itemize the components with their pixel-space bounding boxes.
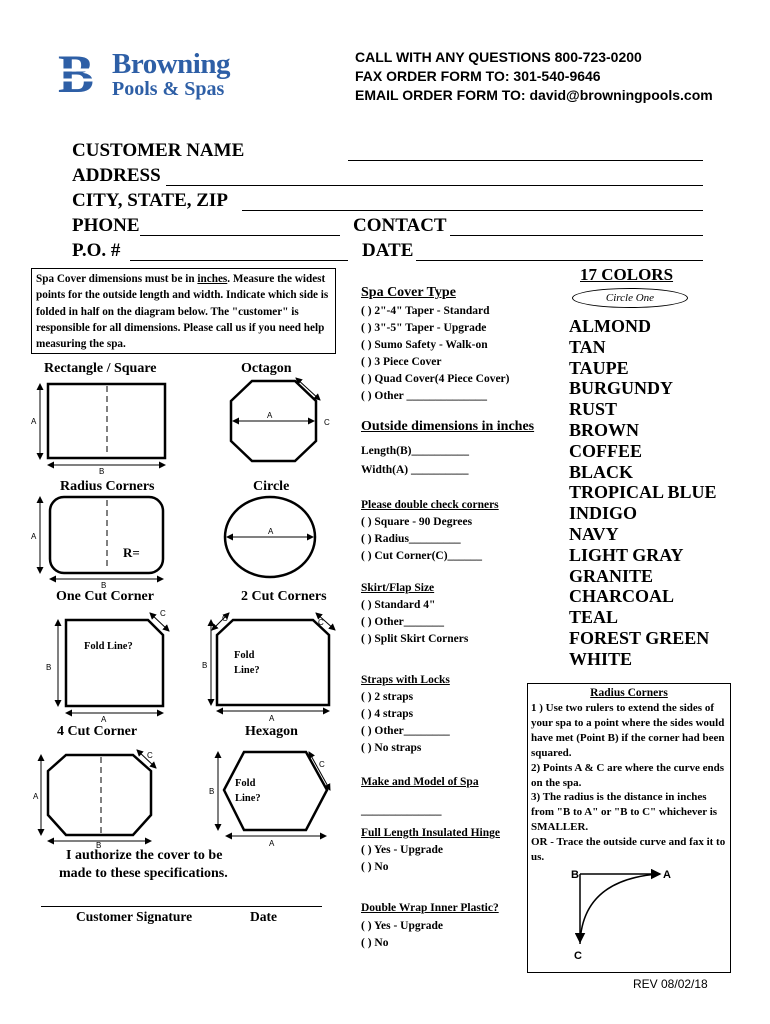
- inner-plastic-option[interactable]: ( ) No: [361, 937, 389, 949]
- color-option[interactable]: FOREST GREEN: [569, 627, 710, 648]
- color-option[interactable]: LIGHT GRAY: [569, 544, 684, 565]
- signature-line[interactable]: [41, 906, 322, 907]
- one-cut-title: One Cut Corner: [56, 589, 154, 604]
- four-c-label: C: [147, 751, 153, 760]
- straps-option[interactable]: ( ) No straps: [361, 742, 422, 754]
- rectangle-title: Rectangle / Square: [44, 361, 157, 376]
- radius-info-step: 2) Points A & C are where the curve ends on the spa.: [531, 761, 724, 789]
- octagon-c-arrow: [296, 378, 320, 400]
- corners-options: [361, 514, 482, 565]
- hex-fold-label-2: Line?: [235, 793, 261, 804]
- skirt-option[interactable]: ( ) Standard 4": [361, 599, 436, 611]
- spa-cover-type-options: [361, 303, 510, 405]
- four-a-label: A: [33, 792, 39, 801]
- logo-subname: Pools & Spas: [112, 78, 225, 100]
- color-option[interactable]: TAN: [569, 336, 606, 357]
- rad-a-label: A: [31, 532, 37, 541]
- skirt-title: Skirt/Flap Size: [361, 582, 435, 594]
- spa-cover-option[interactable]: ( ) Other ______________: [361, 390, 487, 402]
- date-field[interactable]: [416, 260, 703, 261]
- hex-fold-label-1: Fold: [235, 778, 256, 789]
- color-option[interactable]: GRANITE: [569, 565, 654, 586]
- octagon-title: Octagon: [241, 361, 292, 376]
- date-label: DATE: [362, 240, 414, 261]
- radius-info-title: Radius Corners: [590, 687, 668, 699]
- radius-title: Radius Corners: [60, 479, 155, 494]
- skirt-option[interactable]: ( ) Split Skirt Corners: [361, 633, 469, 645]
- radius-a-label: A: [663, 869, 671, 881]
- straps-option[interactable]: ( ) Other________: [361, 725, 450, 737]
- signature-label: Customer Signature: [76, 909, 193, 924]
- color-option[interactable]: BURGUNDY: [569, 378, 674, 399]
- two-b-label: B: [202, 661, 208, 670]
- radius-diagram: [560, 862, 680, 967]
- straps-options: [361, 689, 450, 757]
- color-option[interactable]: TAUPE: [569, 357, 629, 378]
- customer-name-label: CUSTOMER NAME: [72, 140, 245, 161]
- skirt-options: [361, 597, 468, 648]
- one-cut-fold-label: Fold Line?: [84, 641, 133, 652]
- straps-title: Straps with Locks: [361, 674, 450, 686]
- contact-email: EMAIL ORDER FORM TO: david@browningpools.com: [355, 87, 713, 103]
- signature-date-label: Date: [250, 909, 277, 924]
- spa-cover-option[interactable]: ( ) Sumo Safety - Walk-on: [361, 339, 488, 351]
- instructions-text-1: Spa Cover dimensions must be in: [36, 273, 198, 285]
- two-c1-label: C: [222, 614, 228, 623]
- revision-label: REV 08/02/18: [633, 977, 708, 991]
- two-cut-fold-label-1: Fold: [234, 650, 255, 661]
- two-cut-title: 2 Cut Corners: [241, 589, 327, 604]
- circ-a-label: A: [268, 527, 274, 536]
- hinge-options: [361, 842, 443, 876]
- straps-option[interactable]: ( ) 2 straps: [361, 691, 414, 703]
- hex-a-label: A: [269, 839, 275, 848]
- make-model-title: Make and Model of Spa: [361, 776, 479, 788]
- radius-b-label: B: [571, 869, 579, 881]
- hexagon-title: Hexagon: [245, 724, 298, 739]
- contact-fax: FAX ORDER FORM TO: 301-540-9646: [355, 68, 601, 84]
- authorize-line-1: I authorize the cover to be: [66, 848, 223, 863]
- inner-plastic-option[interactable]: ( ) Yes - Upgrade: [361, 920, 443, 932]
- spa-cover-option[interactable]: ( ) 2"-4" Taper - Standard: [361, 305, 490, 317]
- logo-letter: B: [58, 44, 95, 104]
- length-field[interactable]: Length(B)__________: [361, 445, 469, 457]
- spa-cover-option[interactable]: ( ) 3 Piece Cover: [361, 356, 442, 368]
- city-label: CITY, STATE, ZIP: [72, 190, 228, 211]
- logo-name: Browning: [112, 48, 230, 80]
- color-option[interactable]: ALMOND: [569, 316, 651, 336]
- outside-dimensions-title: Outside dimensions in inches: [361, 419, 535, 434]
- color-option[interactable]: BLACK: [569, 461, 634, 482]
- authorize-line-2: made to these specifications.: [59, 866, 228, 881]
- phone-label: PHONE: [72, 215, 140, 236]
- skirt-option[interactable]: ( ) Other_______: [361, 616, 445, 628]
- one-cut-shape: [66, 620, 163, 706]
- two-c2-label: C: [318, 618, 324, 627]
- one-b-label: B: [46, 663, 52, 672]
- circle-one-badge: [572, 288, 688, 308]
- radius-r-label: R=: [123, 545, 140, 560]
- color-option[interactable]: BROWN: [569, 419, 640, 440]
- color-option[interactable]: NAVY: [569, 523, 619, 544]
- corner-option[interactable]: ( ) Cut Corner(C)______: [361, 550, 483, 562]
- hex-b-label: B: [209, 787, 215, 796]
- contact-label: CONTACT: [353, 215, 447, 236]
- inner-plastic-options: [361, 918, 443, 952]
- one-a-label: A: [101, 715, 107, 724]
- color-option[interactable]: TROPICAL BLUE: [569, 482, 717, 503]
- radius-info-step: 1 ) Use two rulers to extend the sides of your spa to a point where the sides would have met (Point B) if the corner had been squared.: [531, 702, 725, 759]
- make-model-field[interactable]: ______________: [361, 805, 442, 817]
- instructions-text-2: . Measure the widest points for the outside length and width. Indicate which side is folded in half on the diagram below. The "customer" is responsible for all dimensions. Please call us if you need help measuring the spa.: [36, 273, 329, 351]
- spa-cover-type-title: Spa Cover Type: [361, 285, 456, 300]
- hinge-option[interactable]: ( ) No: [361, 861, 389, 873]
- inner-plastic-title: Double Wrap Inner Plastic?: [361, 902, 499, 914]
- contact-call: CALL WITH ANY QUESTIONS 800-723-0200: [355, 49, 642, 65]
- two-cut-shape: [217, 620, 329, 705]
- rect-a-label: A: [31, 417, 37, 426]
- color-option[interactable]: WHITE: [569, 648, 633, 669]
- hexagon-c-arrow: [309, 752, 330, 790]
- customer-name-field[interactable]: [348, 160, 703, 161]
- hex-c-label: C: [319, 760, 325, 769]
- four-cut-shape: [48, 755, 151, 835]
- two-a-label: A: [269, 714, 275, 723]
- circle-one-label: Circle One: [605, 292, 655, 304]
- radius-info-step: 3) The radius is the distance in inches from "B to A" or "B to C" whichever is SMALLER.: [531, 791, 718, 834]
- oct-a-label: A: [267, 411, 273, 420]
- color-option[interactable]: RUST: [569, 399, 618, 420]
- oct-c-label: C: [324, 418, 330, 427]
- two-cut-fold-label-2: Line?: [234, 665, 260, 676]
- corner-option[interactable]: ( ) Square - 90 Degrees: [361, 516, 473, 528]
- color-list: [569, 316, 717, 670]
- radius-c-label: C: [574, 950, 582, 962]
- circle-title: Circle: [253, 479, 290, 494]
- four-b-label: B: [96, 841, 102, 850]
- straps-option[interactable]: ( ) 4 straps: [361, 708, 414, 720]
- hinge-option[interactable]: ( ) Yes - Upgrade: [361, 844, 443, 856]
- hexagon-shape: [224, 752, 327, 830]
- spa-cover-option[interactable]: ( ) 3"-5" Taper - Upgrade: [361, 322, 487, 334]
- corners-title: Please double check corners: [361, 499, 499, 511]
- rect-b-label: B: [99, 467, 105, 476]
- color-option[interactable]: CHARCOAL: [569, 586, 675, 607]
- four-cut-title: 4 Cut Corner: [57, 724, 138, 739]
- radius-info-step: OR - Trace the outside curve and fax it to us.: [531, 836, 726, 864]
- color-option[interactable]: INDIGO: [569, 503, 638, 524]
- color-option[interactable]: COFFEE: [569, 440, 643, 461]
- colors-title: 17 COLORS: [580, 265, 674, 284]
- instructions-inches: inches: [197, 273, 228, 285]
- po-label: P.O. #: [72, 240, 121, 261]
- spa-cover-option[interactable]: ( ) Quad Cover(4 Piece Cover): [361, 373, 510, 385]
- one-c-label: C: [160, 609, 166, 618]
- color-option[interactable]: TEAL: [569, 607, 619, 628]
- address-label: ADDRESS: [72, 165, 161, 186]
- contact-field[interactable]: [450, 235, 703, 236]
- corner-option[interactable]: ( ) Radius_________: [361, 533, 461, 545]
- hinge-title: Full Length Insulated Hinge: [361, 827, 500, 839]
- width-field[interactable]: Width(A) __________: [361, 464, 469, 476]
- rad-b-label: B: [101, 581, 107, 590]
